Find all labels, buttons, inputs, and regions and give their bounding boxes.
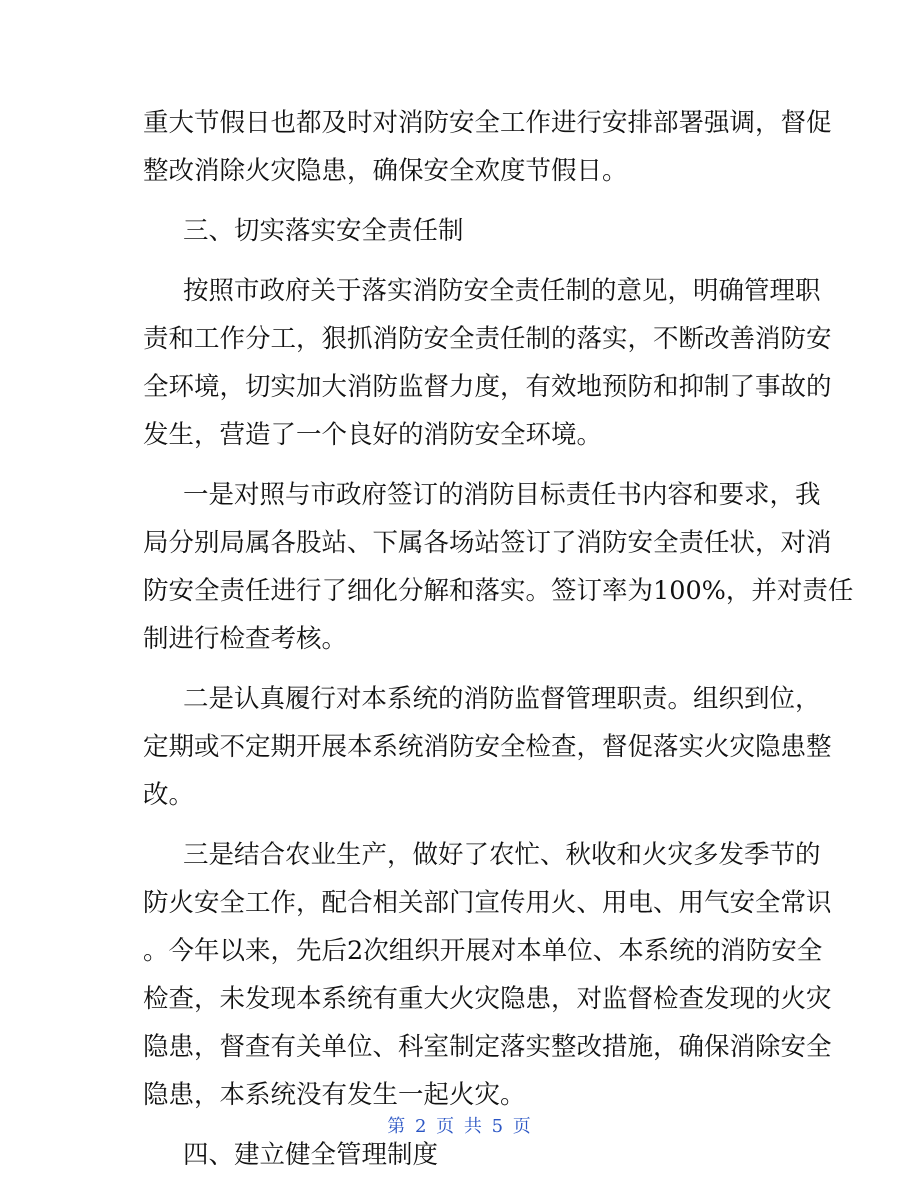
text-line: 改。	[143, 780, 195, 810]
text-line: 发生，营造了一个良好的消防安全环境。	[143, 420, 603, 450]
text-line: 局分别局属各股站、下属各场站签订了消防安全责任状，对消	[143, 528, 832, 558]
text-line: 防安全责任进行了细化分解和落实。签订率为100%，并对责任	[143, 576, 854, 606]
text-line: 三是结合农业生产，做好了农忙、秋收和火灾多发季节的	[183, 840, 821, 870]
text-line: 二是认真履行对本系统的消防监督管理职责。组织到位，	[183, 684, 821, 714]
text-line: 定期或不定期开展本系统消防安全检查，督促落实火灾隐患整	[143, 732, 832, 762]
text-line: 重大节假日也都及时对消防安全工作进行安排部署强调，督促	[143, 108, 832, 138]
page-number: 第 2 页 共 5 页	[387, 1116, 533, 1137]
text-line: 一是对照与市政府签订的消防目标责任书内容和要求，我	[183, 480, 821, 510]
text-line: 三、切实落实安全责任制	[183, 216, 464, 246]
text-line: 整改消除火灾隐患，确保安全欢度节假日。	[143, 156, 628, 186]
text-line: 隐患，督查有关单位、科室制定落实整改措施，确保消除安全	[143, 1032, 832, 1062]
text-line: 全环境，切实加大消防监督力度，有效地预防和抑制了事故的	[143, 372, 832, 402]
text-line: 隐患，本系统没有发生一起火灾。	[143, 1080, 526, 1110]
text-line: 制进行检查考核。	[143, 624, 348, 654]
page-footer	[0, 1112, 920, 1138]
text-line: 四、建立健全管理制度	[183, 1140, 439, 1170]
text-line: 按照市政府关于落实消防安全责任制的意见，明确管理职	[183, 276, 821, 306]
text-line: 责和工作分工，狠抓消防安全责任制的落实，不断改善消防安	[143, 324, 832, 354]
document-body	[143, 99, 854, 1179]
text-line: 检查，未发现本系统有重大火灾隐患，对监督检查发现的火灾	[143, 984, 832, 1014]
text-line: 防火安全工作，配合相关部门宣传用火、用电、用气安全常识	[143, 888, 832, 918]
text-line: 。今年以来，先后2次组织开展对本单位、本系统的消防安全	[143, 936, 823, 966]
